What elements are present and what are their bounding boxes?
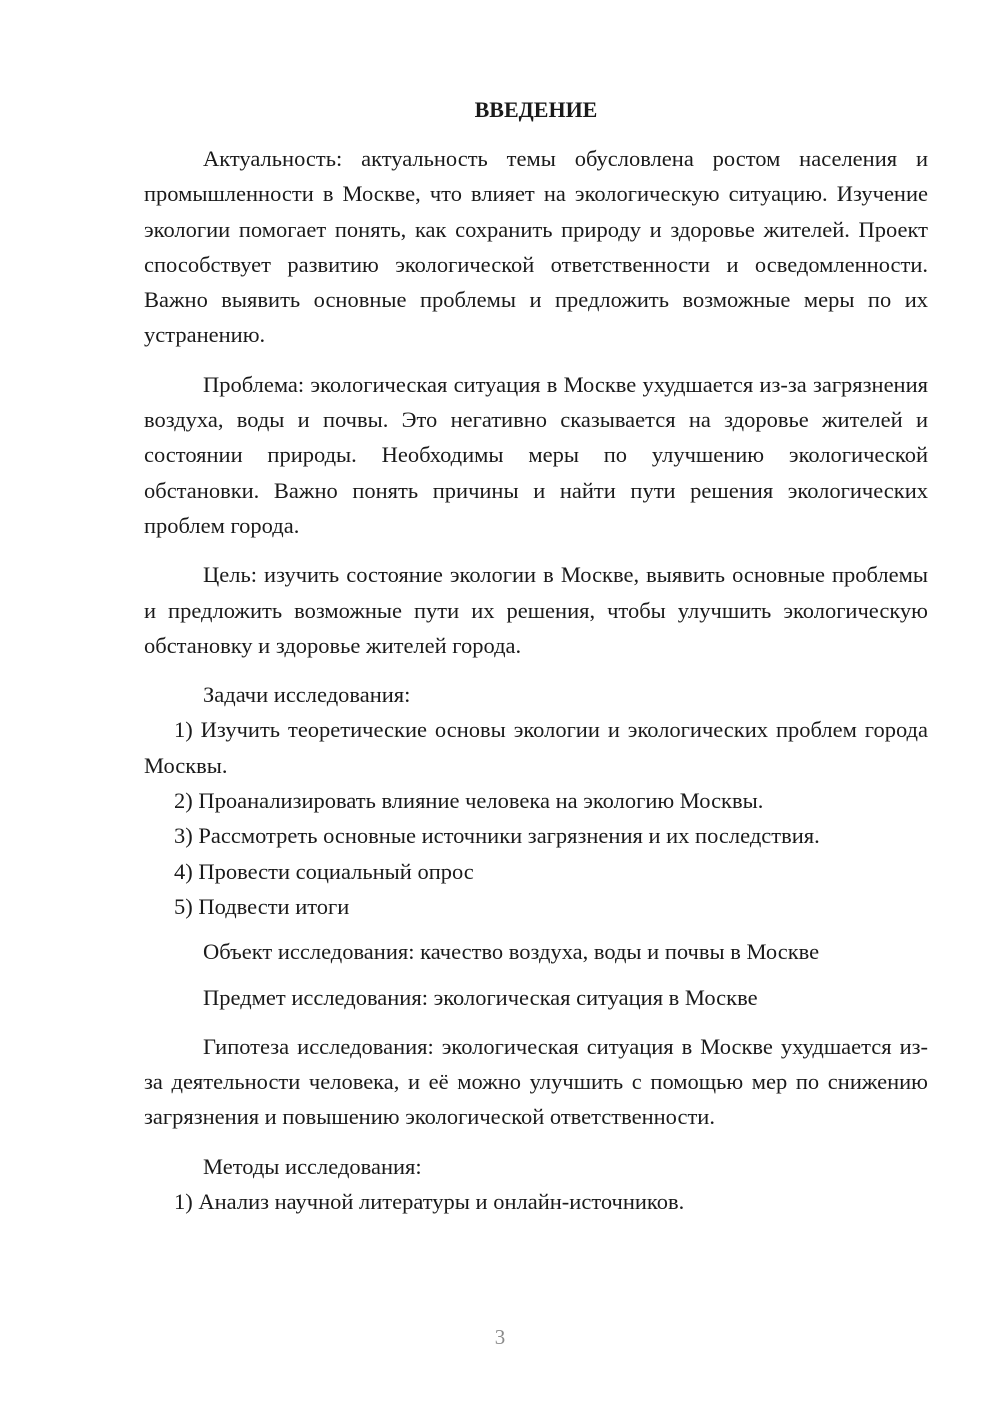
- methods-heading: Методы исследования:: [203, 1153, 422, 1179]
- task-item-3: 3) Рассмотреть основные источники загрязнения и их последствия.: [174, 823, 820, 849]
- task-item-2: 2) Проанализировать влияние человека на экологию Москвы.: [174, 788, 764, 814]
- problem-paragraph: Проблема: экологическая ситуация в Москве ухудшается из-за загрязнения воздуха, воды и почвы. Это негативно сказывается на здоровье жителей и состоянии природы. Необходимы меры по улучшению экологической обстановки. Важно понять причины и найти пути решения экологических проблем города.: [144, 371, 928, 538]
- tasks-heading: Задачи исследования:: [203, 682, 411, 708]
- goal-paragraph: Цель: изучить состояние экологии в Москве, выявить основные проблемы и предложить возможные пути их решения, чтобы улучшить экологическую обстановку и здоровье жителей города.: [144, 562, 928, 658]
- relevance-paragraph: Актуальность: актуальность темы обусловлена ростом населения и промышленности в Москве, что влияет на экологическую ситуацию. Изучение экологии помогает понять, как сохранить природу и здоровье жителей. Проект способствует развитию экологической ответственности и осведомленности. Важно выявить основные проблемы и предложить возможные меры по их устранению.: [144, 146, 928, 348]
- object-paragraph: Объект исследования: качество воздуха, воды и почвы в Москве: [203, 939, 820, 965]
- task-item-4: 4) Провести социальный опрос: [174, 858, 474, 884]
- method-item-1: 1) Анализ научной литературы и онлайн-источников.: [174, 1189, 685, 1215]
- page-number: 3: [494, 1325, 506, 1349]
- task-item-5: 5) Подвести итоги: [174, 893, 350, 919]
- subject-paragraph: Предмет исследования: экологическая ситуация в Москве: [203, 984, 758, 1010]
- page-title: ВВЕДЕНИЕ: [474, 97, 598, 122]
- hypothesis-paragraph: Гипотеза исследования: экологическая ситуация в Москве ухудшается из-за деятельности человека, и её можно улучшить с помощью мер по снижению загрязнения и повышению экологической ответственности.: [144, 1033, 928, 1130]
- page-content: [144, 92, 928, 1219]
- task-item-1: 1) Изучить теоретические основы экологии и экологических проблем города Москвы.: [144, 717, 928, 778]
